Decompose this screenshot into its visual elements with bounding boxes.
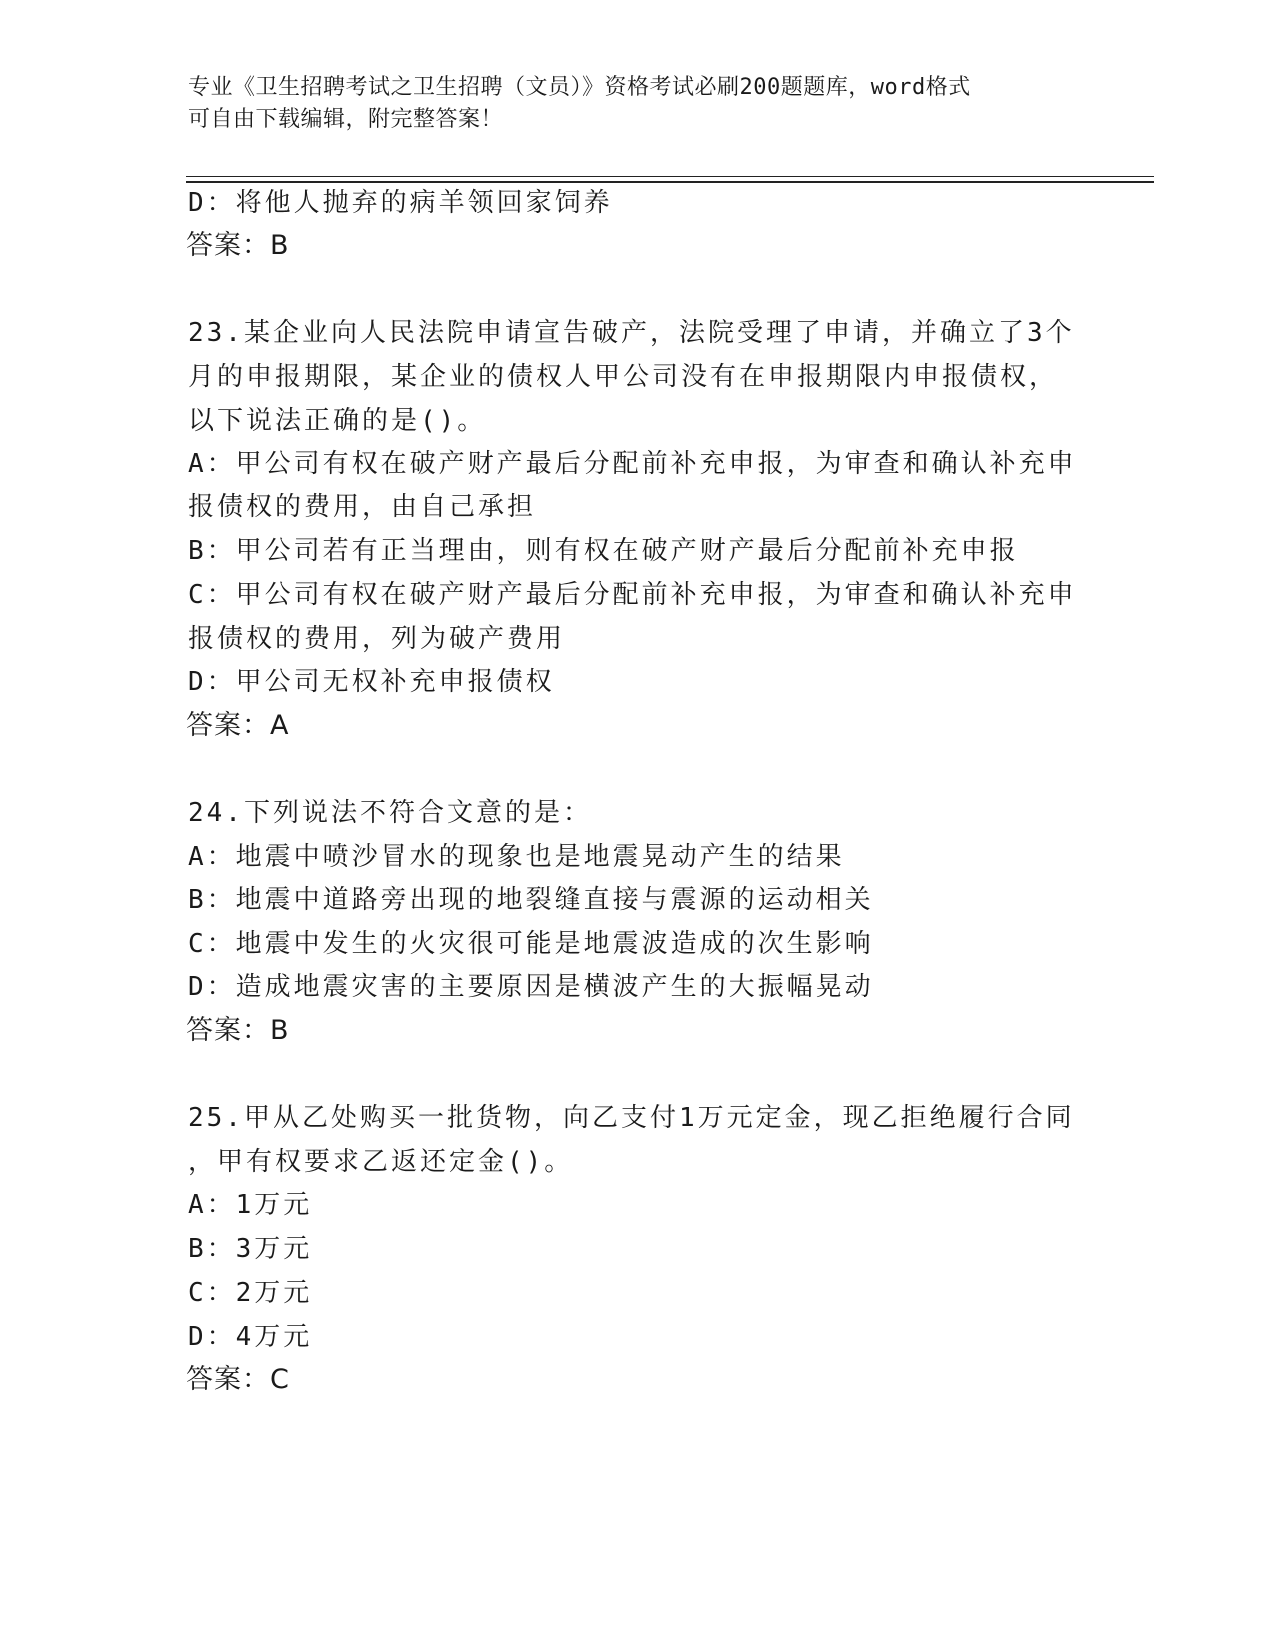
- q24-answer: 答案：B: [186, 1015, 290, 1046]
- q23-stem-line-1: 23.某企业向人民法院申请宣告破产，法院受理了申请，并确立了3个: [188, 318, 1075, 348]
- q23-option-c-line-2: 报债权的费用，列为破产费用: [188, 624, 566, 654]
- prev-option-d: D：将他人抛弃的病羊领回家饲养: [188, 188, 613, 218]
- q23-option-d: D：甲公司无权补充申报债权: [188, 667, 555, 697]
- document-header: [188, 72, 1068, 136]
- q24-stem: 24.下列说法不符合文意的是：: [188, 798, 592, 828]
- q23-option-c-line-1: C：甲公司有权在破产财产最后分配前补充申报，为审查和确认补充申: [188, 580, 1077, 610]
- header-line-1: 专业《卫生招聘考试之卫生招聘（文员）》资格考试必刷200题题库，word格式: [188, 75, 971, 100]
- q23-option-a-line-2: 报债权的费用，由自己承担: [188, 492, 537, 522]
- q25-option-d: D：4万元: [188, 1322, 313, 1352]
- q23-stem-line-3: 以下说法正确的是()。: [188, 406, 487, 436]
- q25-stem-line-2: ，甲有权要求乙返还定金()。: [188, 1147, 574, 1177]
- q23-option-a-line-1: A：甲公司有权在破产财产最后分配前补充申报，为审查和确认补充申: [188, 449, 1077, 479]
- q24-option-d: D：造成地震灾害的主要原因是横波产生的大振幅晃动: [188, 972, 874, 1002]
- q24-option-b: B：地震中道路旁出现的地裂缝直接与震源的运动相关: [188, 885, 874, 915]
- q24-option-a: A：地震中喷沙冒水的现象也是地震晃动产生的结果: [188, 842, 845, 872]
- header-divider-thin: [186, 176, 1154, 177]
- q25-option-a: A：1万元: [188, 1190, 313, 1220]
- q23-answer: 答案：A: [186, 710, 290, 741]
- header-line-2: 可自由下载编辑，附完整答案！: [188, 107, 504, 132]
- q23-stem-line-2: 月的申报期限，某企业的债权人甲公司没有在申报期限内申报债权，: [188, 362, 1059, 392]
- q25-answer: 答案：C: [186, 1364, 290, 1395]
- q23-option-b: B：甲公司若有正当理由，则有权在破产财产最后分配前补充申报: [188, 536, 1019, 566]
- q25-stem-line-1: 25.甲从乙处购买一批货物，向乙支付1万元定金，现乙拒绝履行合同: [188, 1103, 1075, 1133]
- q25-option-c: C：2万元: [188, 1278, 313, 1308]
- header-divider-thick: [186, 181, 1154, 183]
- q24-option-c: C：地震中发生的火灾很可能是地震波造成的次生影响: [188, 929, 874, 959]
- prev-answer: 答案：B: [186, 230, 290, 261]
- q25-option-b: B：3万元: [188, 1234, 313, 1264]
